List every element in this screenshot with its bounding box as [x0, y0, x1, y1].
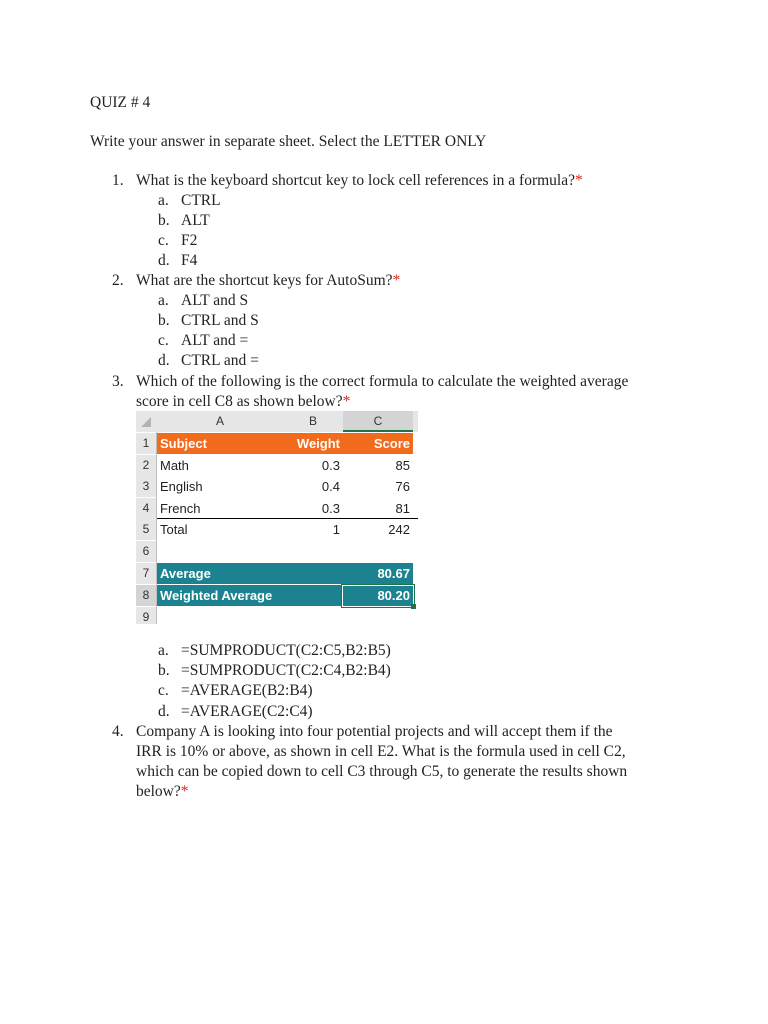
- selected-cell-outline: [342, 585, 414, 607]
- option-text: =AVERAGE(C2:C4): [181, 703, 313, 720]
- question-1-text: What is the keyboard shortcut key to lock cell references in a formula?*: [136, 172, 583, 189]
- question-2-text: What are the shortcut keys for AutoSum?*: [136, 272, 401, 289]
- option-text: ALT and S: [181, 292, 249, 309]
- option-text: =AVERAGE(B2:B4): [181, 682, 313, 699]
- cell-weighted-average-label: Weighted Average: [157, 585, 343, 606]
- cell-average-value: 80.67: [343, 563, 413, 584]
- option-text: CTRL: [181, 192, 221, 209]
- column-header-c: C: [343, 411, 413, 432]
- cell-subject: English: [160, 479, 203, 494]
- cell-average-label: Average: [157, 563, 343, 584]
- spreadsheet-image: [136, 411, 418, 624]
- cell-weight-header: Weight: [283, 433, 343, 454]
- row-number: 8: [136, 585, 156, 606]
- row-number: 1: [136, 433, 156, 454]
- cell-total-score: 242: [388, 522, 410, 537]
- cell-score-header: Score: [343, 433, 413, 454]
- option-letter: d.: [158, 352, 170, 369]
- option-letter: c.: [158, 682, 169, 699]
- select-all-triangle-icon: [140, 416, 152, 428]
- option-text: CTRL and =: [181, 352, 259, 369]
- row-number: 3: [136, 476, 156, 497]
- question-4-text-line: which can be copied down to cell C3 through C5, to generate the results shown: [136, 763, 628, 780]
- option-text: F2: [181, 232, 198, 249]
- required-asterisk: *: [392, 272, 401, 289]
- option-text: =SUMPRODUCT(C2:C4,B2:B4): [181, 662, 391, 679]
- cell-score: 85: [395, 458, 410, 473]
- cell-weight: 0.3: [321, 501, 340, 516]
- option-letter: c.: [158, 332, 169, 349]
- option-letter: d.: [158, 252, 170, 269]
- row-number: 7: [136, 563, 156, 584]
- cell-score: 81: [395, 501, 410, 516]
- option-text: CTRL and S: [181, 312, 259, 329]
- cell-weight: 0.3: [321, 458, 340, 473]
- cell-subject-header: Subject: [157, 433, 283, 454]
- option-text: ALT: [181, 212, 210, 229]
- question-number: 2.: [112, 272, 124, 289]
- question-3-text-line: score in cell C8 as shown below?*: [136, 393, 351, 410]
- option-text: ALT and =: [181, 332, 249, 349]
- cell-subject: French: [160, 501, 201, 516]
- required-asterisk: *: [342, 393, 351, 410]
- option-text: =SUMPRODUCT(C2:C5,B2:B5): [181, 642, 391, 659]
- option-letter: a.: [158, 292, 169, 309]
- row-number: 5: [136, 519, 156, 540]
- select-all-corner: [136, 411, 156, 432]
- question-4-text-line: Company A is looking into four potential projects and will accept them if the: [136, 723, 613, 740]
- question-3-text-line: Which of the following is the correct formula to calculate the weighted average: [136, 373, 629, 390]
- cell-weight: 0.4: [321, 479, 340, 494]
- required-asterisk: *: [180, 783, 189, 800]
- row-number: 9: [136, 607, 156, 624]
- question-number: 4.: [112, 723, 124, 740]
- cell-subject: Math: [160, 458, 189, 473]
- column-header-a: A: [215, 414, 224, 428]
- option-letter: b.: [158, 212, 170, 229]
- option-text: F4: [181, 252, 198, 269]
- option-letter: b.: [158, 312, 170, 329]
- instructions: Write your answer in separate sheet. Select the LETTER ONLY: [90, 133, 487, 150]
- cell-total-weight: 1: [332, 522, 340, 537]
- column-header-b: B: [308, 414, 317, 428]
- required-asterisk: *: [575, 172, 583, 189]
- option-letter: d.: [158, 703, 170, 720]
- option-letter: a.: [158, 642, 169, 659]
- option-letter: a.: [158, 192, 169, 209]
- quiz-title: QUIZ # 4: [90, 94, 151, 111]
- row-number: 4: [136, 498, 156, 519]
- row-number: 6: [136, 541, 156, 562]
- question-4-text-line: below?*: [136, 783, 189, 800]
- option-letter: b.: [158, 662, 170, 679]
- cell-score: 76: [395, 479, 410, 494]
- question-4-text-line: IRR is 10% or above, as shown in cell E2. What is the formula used in cell C2,: [136, 743, 626, 760]
- question-number: 1.: [112, 172, 124, 189]
- option-letter: c.: [158, 232, 169, 249]
- cell-weighted-average-value: 80.20: [343, 585, 413, 606]
- row-number: 2: [136, 455, 156, 476]
- question-number: 3.: [112, 373, 124, 390]
- cell-total-label: Total: [160, 522, 188, 537]
- fill-handle: [411, 604, 416, 609]
